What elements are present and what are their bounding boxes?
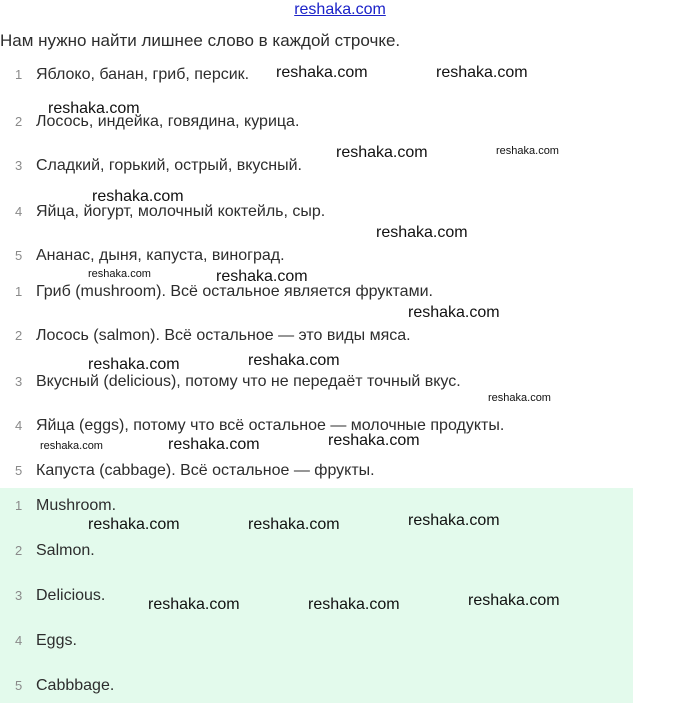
item-number: 2 bbox=[15, 543, 23, 558]
item-text: Яйца, йогурт, молочный коктейль, сыр. bbox=[36, 203, 326, 220]
watermark: reshaka.com bbox=[496, 145, 559, 157]
item-number: 3 bbox=[15, 374, 23, 389]
item-text: Яблоко, банан, гриб, персик. bbox=[36, 66, 250, 83]
watermark: reshaka.com bbox=[436, 64, 528, 81]
watermark: reshaka.com bbox=[216, 268, 308, 285]
watermark: reshaka.com bbox=[92, 188, 184, 205]
item-number: 5 bbox=[15, 678, 23, 693]
item-number: 4 bbox=[15, 418, 23, 433]
watermark: reshaka.com bbox=[88, 516, 180, 533]
item-text: Яйца (eggs), потому что всё остальное — молочные продукты. bbox=[36, 417, 505, 434]
watermark: reshaka.com bbox=[88, 356, 180, 373]
watermark: reshaka.com bbox=[168, 436, 260, 453]
answer-text: Salmon. bbox=[36, 542, 95, 559]
watermark: reshaka.com bbox=[408, 304, 500, 321]
answer-text: Delicious. bbox=[36, 587, 106, 604]
site-header-link[interactable]: reshaka.com bbox=[294, 1, 386, 18]
watermark: reshaka.com bbox=[248, 352, 340, 369]
watermark: reshaka.com bbox=[488, 392, 551, 404]
item-number: 2 bbox=[15, 328, 23, 343]
item-number: 4 bbox=[15, 204, 23, 219]
item-number: 1 bbox=[15, 498, 23, 513]
watermark: reshaka.com bbox=[40, 440, 103, 452]
item-text: Лосось (salmon). Всё остальное — это виды мяса. bbox=[36, 327, 411, 344]
watermark: reshaka.com bbox=[276, 64, 368, 81]
watermark: reshaka.com bbox=[308, 596, 400, 613]
item-text: Капуста (cabbage). Всё остальное — фрукты. bbox=[36, 462, 375, 479]
watermark: reshaka.com bbox=[468, 592, 560, 609]
item-text: Лосось, индейка, говядина, курица. bbox=[36, 113, 300, 130]
item-text: Гриб (mushroom). Всё остальное является фруктами. bbox=[36, 283, 433, 300]
answer-text: Mushroom. bbox=[36, 497, 117, 514]
item-number: 1 bbox=[15, 67, 23, 82]
answer-text: Cabbbage. bbox=[36, 677, 115, 694]
item-text: Сладкий, горький, острый, вкусный. bbox=[36, 157, 302, 174]
item-number: 1 bbox=[15, 284, 23, 299]
item-number: 5 bbox=[15, 463, 23, 478]
watermark: reshaka.com bbox=[376, 224, 468, 241]
watermark: reshaka.com bbox=[248, 516, 340, 533]
watermark: reshaka.com bbox=[328, 432, 420, 449]
intro-text: Нам нужно найти лишнее слово в каждой строчке. bbox=[0, 31, 401, 50]
item-number: 3 bbox=[15, 158, 23, 173]
watermark: reshaka.com bbox=[148, 596, 240, 613]
item-text: Вкусный (delicious), потому что не передаёт точный вкус. bbox=[36, 373, 461, 390]
watermark: reshaka.com bbox=[336, 144, 428, 161]
watermark: reshaka.com bbox=[48, 100, 140, 117]
watermark: reshaka.com bbox=[408, 512, 500, 529]
item-number: 4 bbox=[15, 633, 23, 648]
item-number: 2 bbox=[15, 114, 23, 129]
item-number: 3 bbox=[15, 588, 23, 603]
item-text: Ананас, дыня, капуста, виноград. bbox=[36, 247, 285, 264]
item-number: 5 bbox=[15, 248, 23, 263]
answer-text: Eggs. bbox=[36, 632, 77, 649]
watermark: reshaka.com bbox=[88, 268, 151, 280]
